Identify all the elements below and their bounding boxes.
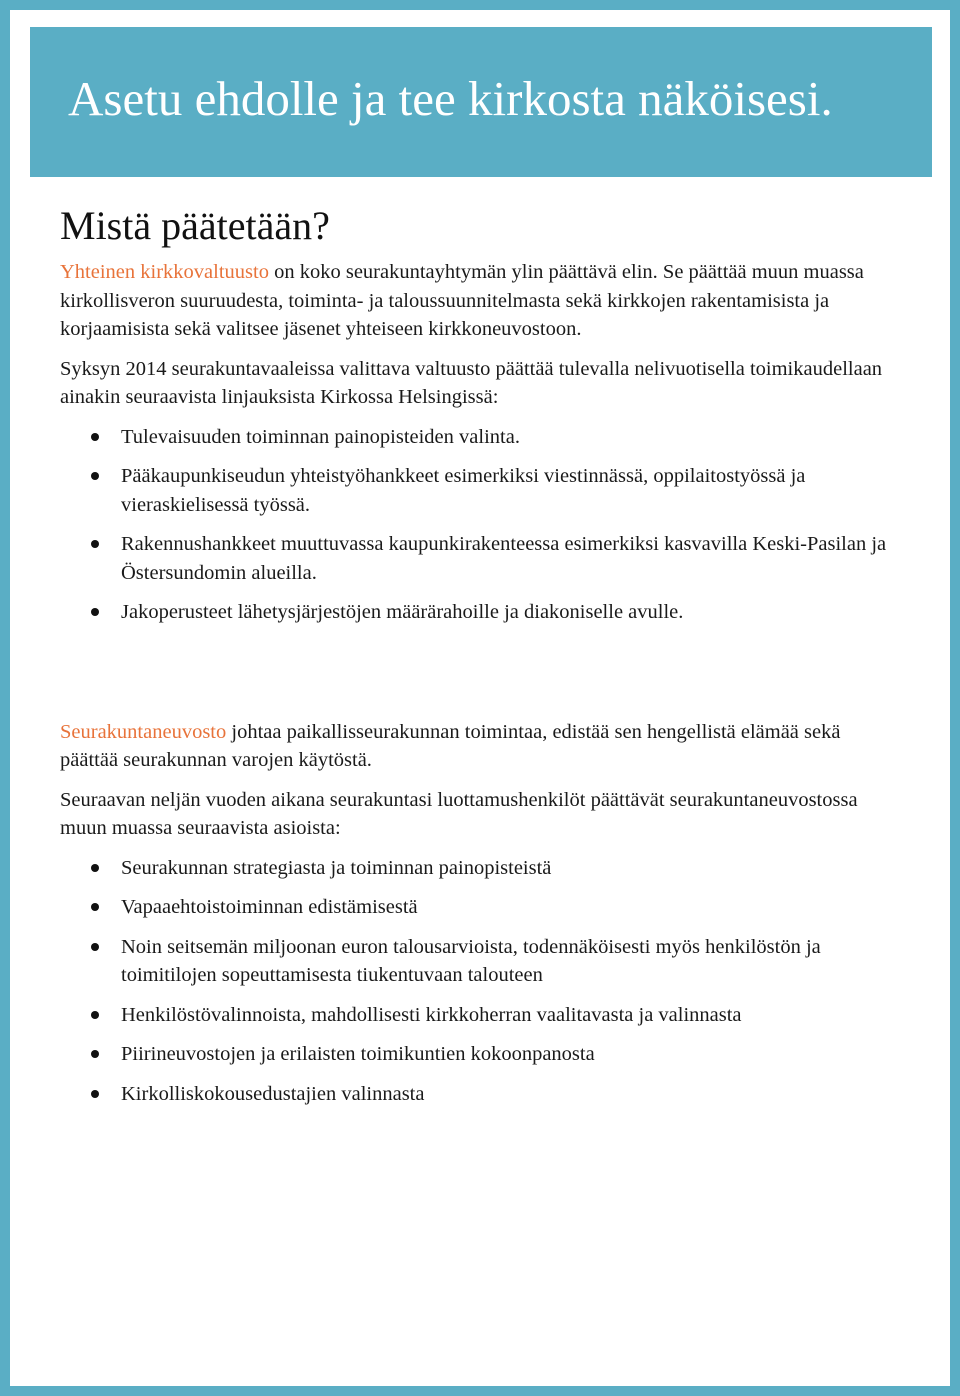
valtuusto-intro-paragraph: Syksyn 2014 seurakuntavaaleissa valittava valtuusto päättää tulevalla nelivuotisella toimikaudellaan ainakin seuraavista linjauksista Kirkossa Helsingissä: — [60, 357, 883, 408]
seurakuntaneuvosto-paragraph — [60, 718, 890, 775]
bullet-icon — [91, 1011, 99, 1019]
list-item: Kirkolliskokousedustajien valinnasta — [60, 1080, 890, 1109]
neuvosto-intro-paragraph: Seuraavan neljän vuoden aikana seurakuntasi luottamushenkilöt päättävät seurakuntaneuvostossa muun muassa seuraavista asioista: — [60, 788, 858, 839]
list-item: Noin seitsemän miljoonan euron talousarvioista, todennäköisesti myös henkilöstön ja toimitilojen sopeuttamisesta tiukentuvaan talouteen — [60, 933, 890, 990]
kirkkovaltuusto-term: Yhteinen kirkkovaltuusto — [60, 261, 269, 283]
list-item: Seurakunnan strategiasta ja toiminnan painopisteistä — [60, 854, 890, 883]
valtuusto-decision-list — [60, 423, 890, 627]
list-item: Jakoperusteet lähetysjärjestöjen määrärahoille ja diakoniselle avulle. — [60, 598, 890, 627]
bullet-icon — [91, 472, 99, 480]
list-item: Piirineuvostojen ja erilaisten toimikuntien kokoonpanosta — [60, 1040, 890, 1069]
bullet-icon — [91, 1090, 99, 1098]
page-title: Asetu ehdolle ja tee kirkosta näköisesi. — [68, 71, 833, 126]
list-item: Tulevaisuuden toiminnan painopisteiden valinta. — [60, 423, 890, 452]
title-banner — [30, 27, 932, 177]
neuvosto-decision-list — [60, 854, 890, 1109]
section-heading: Mistä päätetään? — [60, 203, 330, 248]
list-item: Rakennushankkeet muuttuvassa kaupunkirakenteessa esimerkiksi kasvavilla Keski-Pasilan ja Östersundomin alueilla. — [60, 530, 890, 587]
list-item: Pääkaupunkiseudun yhteistyöhankkeet esimerkiksi viestinnässä, oppilaitostyössä ja vieraskielisessä työssä. — [60, 462, 890, 519]
bullet-icon — [91, 864, 99, 872]
kirkkovaltuusto-text: on koko seurakuntayhtymän ylin päättävä elin. Se päättää muun muassa kirkollisveron suuruudesta, toiminta- ja taloussuunnitelmasta sekä kirkkojen rakentamisista ja korjaamisista sekä valitsee jäsenet yhteiseen kirkkoneuvostoon. — [60, 261, 864, 340]
main-content — [60, 200, 890, 1108]
bullet-icon — [91, 540, 99, 548]
seurakuntaneuvosto-term: Seurakuntaneuvosto — [60, 720, 227, 743]
bullet-icon — [91, 608, 99, 616]
list-item: Vapaaehtoistoiminnan edistämisestä — [60, 893, 890, 922]
bullet-icon — [91, 1050, 99, 1058]
bullet-icon — [91, 943, 99, 951]
list-item: Henkilöstövalinnoista, mahdollisesti kirkkoherran vaalitavasta ja valinnasta — [60, 1001, 890, 1030]
kirkkovaltuusto-paragraph — [60, 258, 890, 344]
bullet-icon — [91, 433, 99, 441]
bullet-icon — [91, 903, 99, 911]
seurakuntaneuvosto-text: johtaa paikallisseurakunnan toimintaa, edistää sen hengellistä elämää sekä päättää seurakunnan varojen käytöstä. — [60, 720, 841, 771]
